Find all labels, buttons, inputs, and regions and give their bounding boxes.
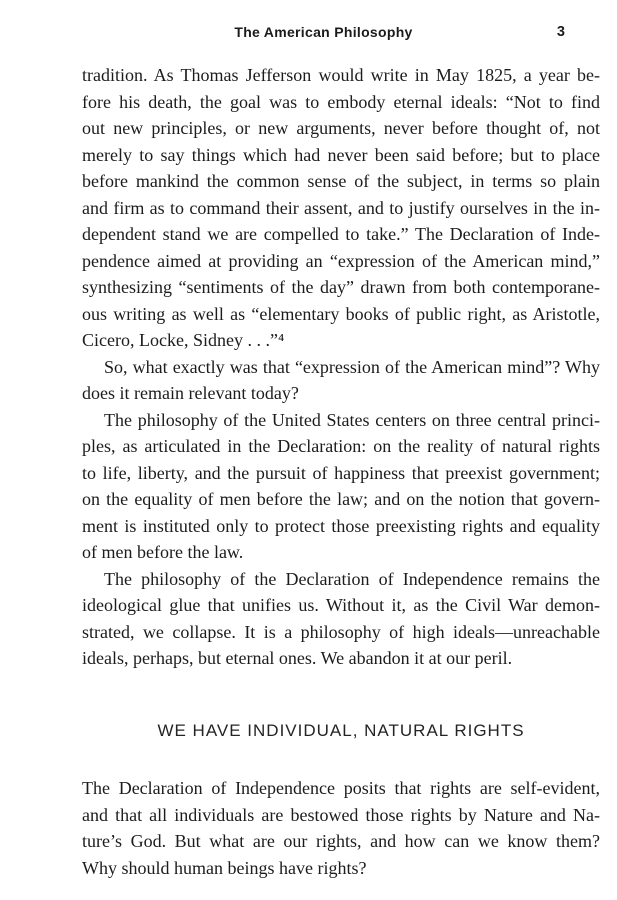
text-line: before mankind the common sense of the subject, in terms so plain — [82, 171, 600, 191]
paragraph — [82, 354, 600, 407]
text-line: out new principles, or new arguments, never before thought of, not — [82, 118, 600, 138]
text-line: dependent stand we are compelled to take.” The Declaration of Inde- — [82, 224, 600, 244]
text-line: The philosophy of the United States centers on three central princi- — [104, 409, 600, 430]
text-line: Cicero, Locke, Sidney . . .”⁴ — [82, 330, 285, 350]
paragraph — [82, 566, 600, 672]
text-line: and firm as to command their assent, and to justify ourselves in the in- — [82, 197, 600, 218]
text-line: ideological glue that unifies us. Without it, as the Civil War demon- — [82, 595, 600, 615]
text-line: does it remain relevant today? — [82, 383, 299, 403]
page-number: 3 — [556, 24, 565, 40]
text-block — [82, 62, 600, 881]
text-line: Why should human beings have rights? — [82, 857, 367, 878]
text-line: The Declaration of Independence posits that rights are self-evident, — [82, 778, 600, 798]
paragraph — [82, 62, 600, 354]
text-line: of men before the law. — [82, 542, 244, 562]
text-line: fore his death, the goal was to embody eternal ideals: “Not to find — [82, 91, 600, 112]
running-head-title: The American Philosophy — [234, 24, 413, 40]
text-line: ideals, perhaps, but eternal ones. We abandon it at our peril. — [82, 648, 513, 668]
text-line: and that all individuals are bestowed those rights by Nature and Na- — [82, 804, 600, 825]
text-line: to life, liberty, and the pursuit of happiness that preexist government; — [82, 462, 600, 483]
text-line: synthesizing “sentiments of the day” drawn from both contemporane- — [82, 277, 600, 297]
text-line: tradition. As Thomas Jefferson would write in May 1825, a year be- — [82, 65, 600, 85]
text-line: ment is instituted only to protect those preexisting rights and equality — [82, 515, 600, 536]
text-line: merely to say things which had never been said before; but to place — [82, 144, 600, 165]
text-line: ples, as articulated in the Declaration: on the reality of natural rights — [82, 436, 600, 456]
text-line: So, what exactly was that “expression of the American mind”? Why — [104, 356, 600, 377]
text-line: pendence aimed at providing an “expression of the American mind,” — [82, 250, 600, 271]
section-heading: WE HAVE INDIVIDUAL, NATURAL RIGHTS — [157, 720, 525, 740]
text-line: strated, we collapse. It is a philosophy of high ideals—unreachable — [82, 621, 600, 642]
text-line: ous writing as well as “elementary books of public right, as Aristotle, — [82, 303, 600, 324]
paragraph — [82, 775, 600, 881]
page-header — [0, 24, 617, 44]
text-line: on the equality of men before the law; and on the notion that govern- — [82, 489, 600, 509]
text-line: The philosophy of the Declaration of Independence remains the — [104, 568, 600, 589]
text-line: ture’s God. But what are our rights, and how can we know them? — [82, 831, 600, 851]
paragraph — [82, 407, 600, 566]
